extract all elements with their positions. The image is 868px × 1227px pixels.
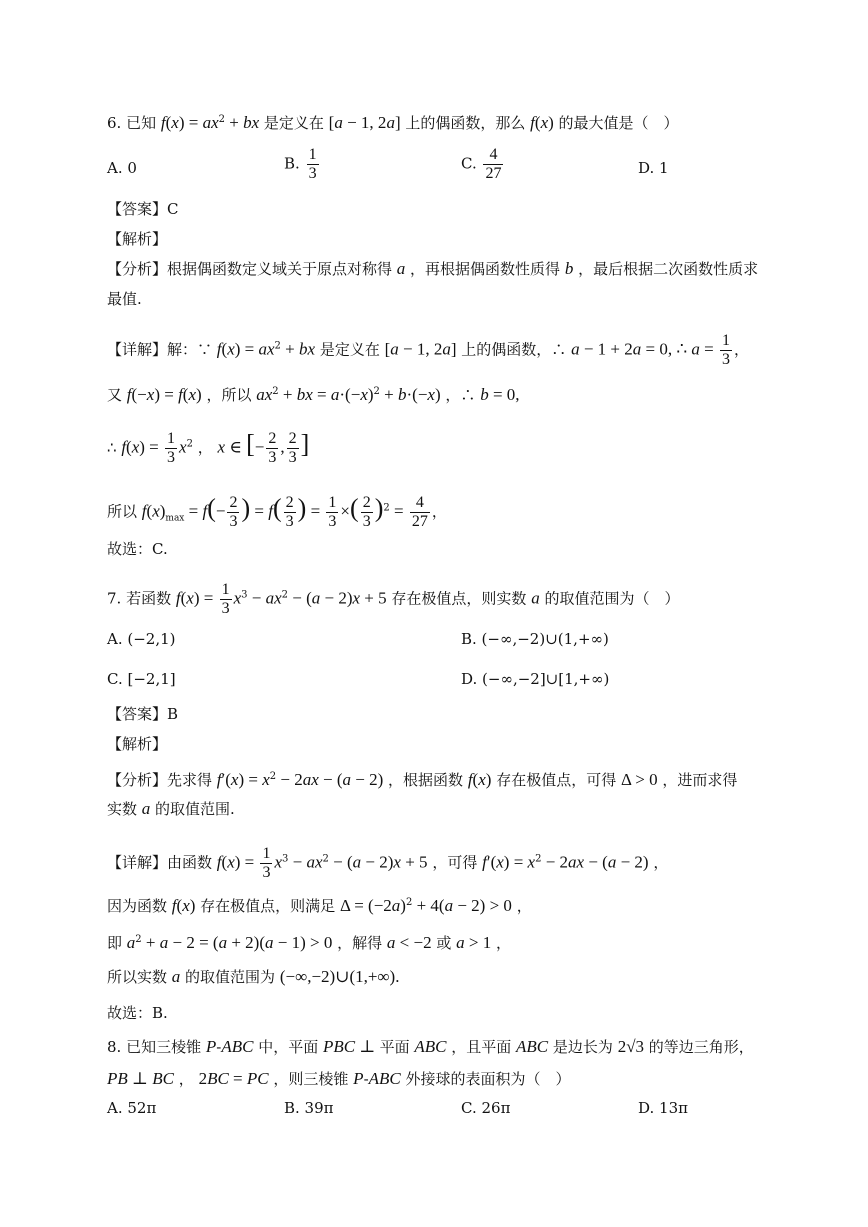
q7-detail-line-2: 因为函数 f(x) 存在极值点，则满足 $\Delta = (-2a)^2 + 4(a - 2) > 0$ ， [107, 896, 532, 915]
q6-analysis-line-1: 【分析】根据偶函数定义域关于原点对称得 a ，再根据偶函数性质得 b ，最后根据二次函数性质求 [107, 259, 759, 278]
q7-detail-line-1: 【详解】由函数 f(x) = $\frac{1}{3}$ $x^3 - ax^2 - (a - 2)x + 5$ ，可得 $f'(x) = x^2 - 2ax - (a - 2)$ ， [107, 845, 669, 881]
q7-answer: 【答案】B [107, 705, 179, 723]
q7-detail-line-3: 即 $a^2 + a - 2 = (a + 2)(a - 1) > 0$ ，解得 a < −2 或 a > 1 ， [107, 933, 512, 952]
q8-option-a: A. 52π [107, 1099, 157, 1117]
q7-stem: 7. 若函数 f(x) = $\frac{1}{3}$ $x^3 - ax^2 - (a - 2)x + 5$ 存在极值点，则实数 a 的取值范围为（ ） [107, 581, 680, 617]
q6-option-d: D. 1 [638, 159, 669, 177]
q8-stem-line-1: 8. 已知三棱锥 P-ABC 中，平面 PBC ⊥ 平面 ABC ，且平面 ABC 是边长为 2√3 的等边三角形， [107, 1037, 754, 1056]
q6-detail-line-1: 【详解】解：∵ $f(x) = ax^2$ + bx 是定义在 [a − 1, 2a] 上的偶函数，∴ a − 1 + 2a = 0, ∴ a = $\frac{1}{3}$ ， [107, 332, 750, 368]
q7-conclusion: 故选：B. [107, 1004, 168, 1022]
q7-option-b: B. (−∞,−2)∪(1,+∞) [461, 630, 609, 648]
q6-stem: 6. 已知 $f(x) = ax^2$ + bx 是定义在 [a − 1, 2a] 上的偶函数，那么 f(x) 的最大值是（ ） [107, 113, 679, 132]
q6-detail-line-2: 又 f(−x) = f(x) ，所以 $ax^2$ + bx = $a\cdot(-x)^2 + b\cdot(-x)$ ，∴ b = 0, [107, 385, 520, 404]
q6-jiexi-heading: 【解析】 [107, 230, 168, 248]
q7-analysis-line-2: 实数 a 的取值范围. [107, 799, 235, 818]
q6-option-a: A. 0 [107, 159, 137, 177]
q7-option-a: A. (−2,1) [107, 630, 176, 648]
q7-analysis-line-1: 【分析】先求得 $f'(x) = x^2 - 2ax - (a - 2)$ ，根据函数 f(x) 存在极值点，可得 Δ > 0 ，进而求得 [107, 770, 738, 789]
q6-option-c: C. $\frac{4}{27}$ [461, 146, 502, 182]
q7-detail-line-4: 所以实数 a 的取值范围为 (−∞,−2)∪(1,+∞). [107, 967, 400, 986]
q6-conclusion: 故选：C. [107, 540, 168, 558]
q8-option-d: D. 13π [638, 1099, 688, 1117]
q6-detail-line-3: ∴ f(x) = $\frac{1}{3}$ $x^2$ ， x ∈ [− $\frac{2}{3}$ , $\frac{2}{3}$ ] [107, 429, 310, 466]
q6-detail-line-4: 所以 $f(x)_{max} = f(-$ $\frac{2}{3}$ ) = f( $\frac{2}{3}$ ) = $\frac{1}{3}$ ×( $\frac{2}{3}$ )$^2$ = $\frac{4}{27}$ ， [107, 493, 447, 530]
q8-option-b: B. 39π [284, 1099, 334, 1117]
q6-option-b: B. $\frac{1}{3}$ [284, 146, 317, 182]
q6-answer: 【答案】C [107, 200, 179, 218]
q8-option-c: C. 26π [461, 1099, 511, 1117]
q8-stem-line-2: PB ⊥ BC ， 2BC = PC ，则三棱锥 P-ABC 外接球的表面积为（ ） [107, 1069, 571, 1088]
q6-analysis-line-2: 最值. [107, 290, 142, 308]
q7-jiexi-heading: 【解析】 [107, 735, 168, 753]
q7-option-d: D. (−∞,−2]∪[1,+∞) [461, 670, 610, 688]
q7-option-c: C. [−2,1] [107, 670, 176, 688]
